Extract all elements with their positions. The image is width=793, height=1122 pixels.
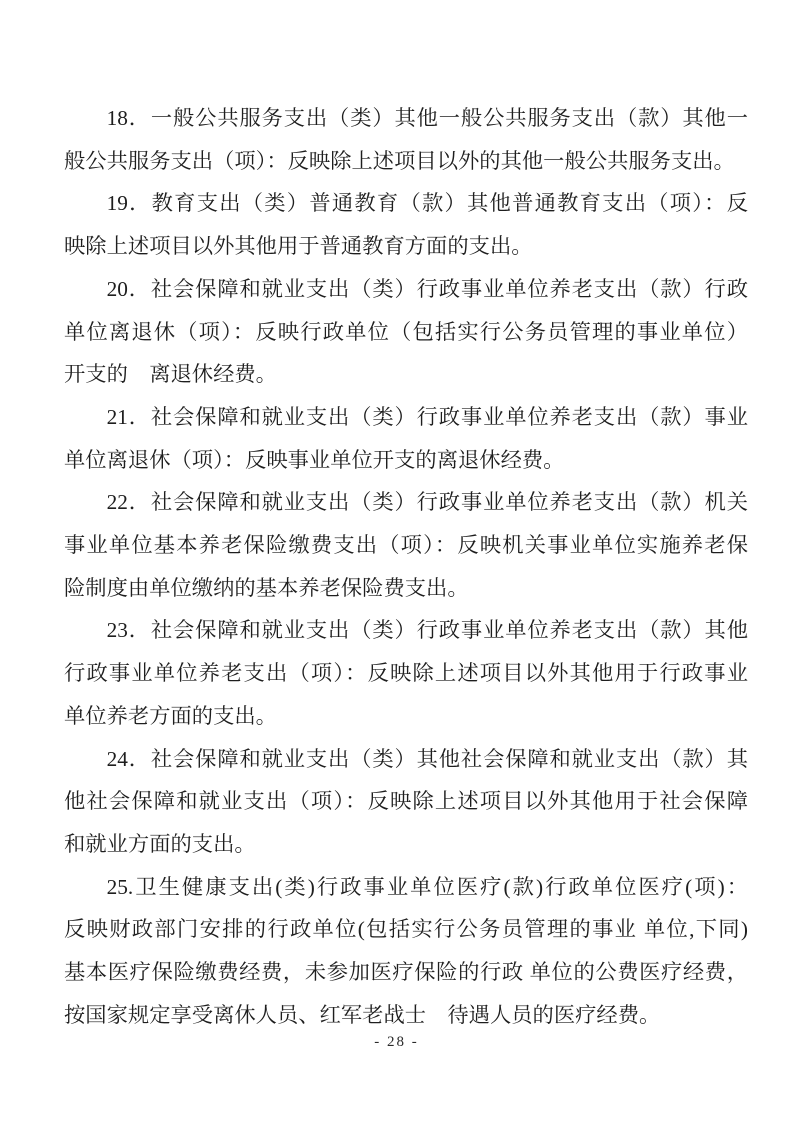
text-line: 单位离退休（项）：反映行政单位（包括实行公务员管理的事业单位） [64, 319, 748, 344]
text-line: 单位养老方面的支出。 [64, 703, 277, 728]
text-line: 险制度由单位缴纳的基本养老保险费支出。 [64, 575, 469, 600]
paragraph-20 [64, 268, 748, 396]
text-line: 21．社会保障和就业支出（类）行政事业单位养老支出（款）事业 [106, 404, 748, 429]
text-line: 18．一般公共服务支出（类）其他一般公共服务支出（款）其他一 [106, 106, 748, 130]
paragraph-18 [64, 97, 748, 182]
text-line: 他社会保障和就业支出（项）：反映除上述项目以外其他用于社会保障 [64, 789, 748, 814]
text-line: 25.卫生健康支出(类)行政事业单位医疗(款)行政单位医疗(项)： [106, 874, 748, 899]
document-body [64, 97, 748, 1036]
text-line: 反映财政部门安排的行政单位(包括实行公务员管理的事业 单位,下同) [64, 917, 748, 942]
text-line: 22．社会保障和就业支出（类）行政事业单位养老支出（款）机关 [106, 490, 748, 515]
text-line: 24．社会保障和就业支出（类）其他社会保障和就业支出（款）其 [106, 746, 748, 771]
paragraph-24 [64, 738, 748, 866]
paragraph-21 [64, 396, 748, 481]
text-line: 基本医疗保险缴费经费，未参加医疗保险的行政 单位的公费医疗经费， [64, 960, 748, 985]
paragraph-22 [64, 481, 748, 609]
paragraph-19 [64, 182, 748, 267]
text-line: 行政事业单位养老支出（项）：反映除上述项目以外其他用于行政事业 [64, 661, 748, 686]
text-line: 20．社会保障和就业支出（类）行政事业单位养老支出（款）行政 [106, 276, 748, 301]
text-line: 19．教育支出（类）普通教育（款）其他普通教育支出（项）：反 [106, 191, 748, 216]
paragraph-23 [64, 609, 748, 737]
text-line: 开支的 离退休经费。 [64, 362, 277, 387]
text-line: 单位离退休（项）：反映事业单位开支的离退休经费。 [64, 447, 565, 472]
text-line: 般公共服务支出（项）：反映除上述项目以外的其他一般公共服务支出。 [64, 148, 735, 173]
text-line: 映除上述项目以外其他用于普通教育方面的支出。 [64, 234, 533, 259]
text-line: 和就业方面的支出。 [64, 831, 256, 856]
paragraph-25 [64, 866, 748, 1037]
page-number: - 28 - [374, 1034, 419, 1050]
text-line: 23．社会保障和就业支出（类）行政事业单位养老支出（款）其他 [106, 618, 748, 643]
text-line: 事业单位基本养老保险缴费支出（项）：反映机关事业单位实施养老保 [64, 533, 748, 558]
text-line: 按国家规定享受离休人员、红军老战士 待遇人员的医疗经费。 [64, 1002, 661, 1027]
